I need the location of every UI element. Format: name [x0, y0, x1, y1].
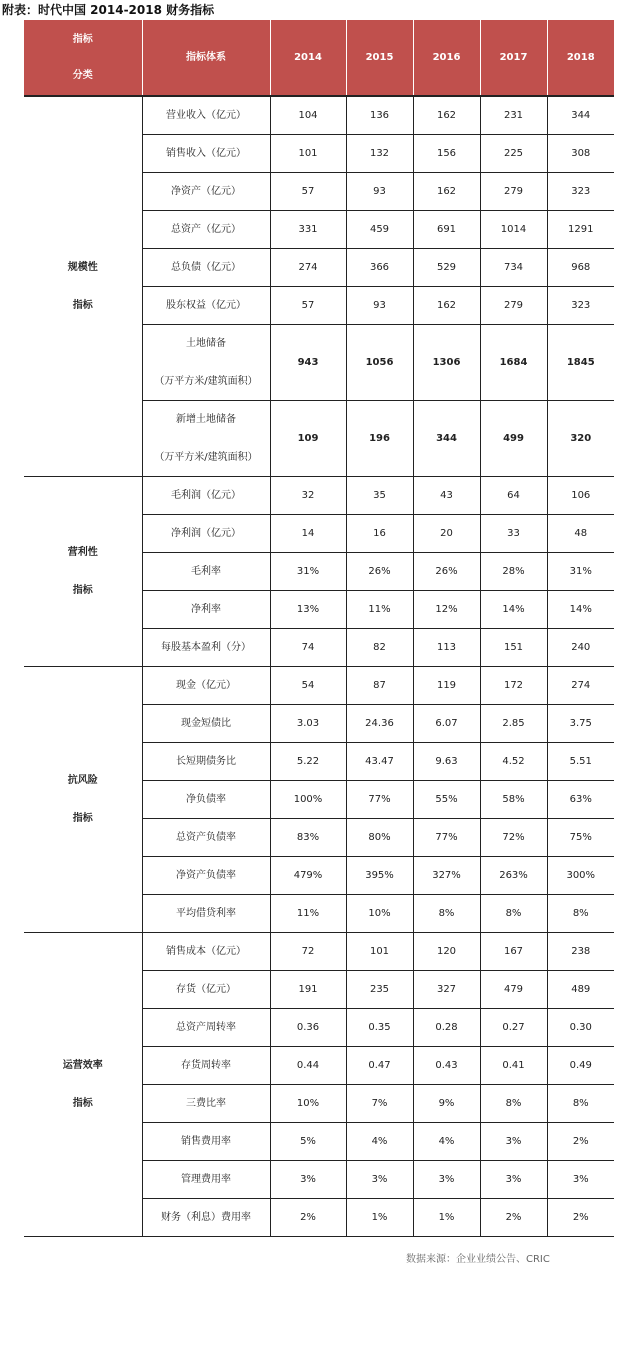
- indicator-label: 管理费用率: [181, 1174, 231, 1185]
- header-row: [24, 20, 614, 96]
- value-cell: 395%: [346, 857, 413, 895]
- indicator-cell: [142, 1009, 270, 1047]
- value-cell: 323: [547, 173, 614, 211]
- value-cell: 33: [480, 515, 547, 553]
- value-cell: 1056: [346, 325, 413, 401]
- value-cell: 1306: [413, 325, 480, 401]
- indicator-cell: [142, 1199, 270, 1237]
- indicator-cell: [142, 211, 270, 249]
- value-cell: 327%: [413, 857, 480, 895]
- indicator-cell: [142, 287, 270, 325]
- indicator-cell: [142, 173, 270, 211]
- value-cell: 151: [480, 629, 547, 667]
- value-cell: 479%: [270, 857, 346, 895]
- table-title: 附表：时代中国 2014-2018 财务指标: [2, 3, 215, 17]
- indicator-label: 毛利润（亿元）: [171, 490, 241, 501]
- value-cell: 479: [480, 971, 547, 1009]
- value-cell: 4%: [413, 1123, 480, 1161]
- indicator-label: 土地储备: [186, 338, 226, 349]
- value-cell: 31%: [270, 553, 346, 591]
- indicator-label: 销售费用率: [181, 1136, 231, 1147]
- value-cell: 35: [346, 477, 413, 515]
- value-cell: 320: [547, 401, 614, 477]
- value-cell: 5%: [270, 1123, 346, 1161]
- value-cell: 2%: [547, 1199, 614, 1237]
- value-cell: 80%: [346, 819, 413, 857]
- value-cell: 83%: [270, 819, 346, 857]
- value-cell: 691: [413, 211, 480, 249]
- indicator-cell: [142, 591, 270, 629]
- value-cell: 300%: [547, 857, 614, 895]
- indicator-label: （万平方米/建筑面积）: [154, 376, 258, 387]
- header-year: 2018: [547, 20, 614, 96]
- category-cell: [24, 667, 142, 933]
- value-cell: 172: [480, 667, 547, 705]
- indicator-cell: [142, 705, 270, 743]
- value-cell: 162: [413, 173, 480, 211]
- indicator-label: 现金短债比: [181, 718, 231, 729]
- value-cell: 0.43: [413, 1047, 480, 1085]
- value-cell: 20: [413, 515, 480, 553]
- indicator-cell: [142, 553, 270, 591]
- value-cell: 82: [346, 629, 413, 667]
- indicator-label: 净利润（亿元）: [171, 528, 241, 539]
- indicator-cell: [142, 781, 270, 819]
- value-cell: 120: [413, 933, 480, 971]
- indicator-label: 股东权益（亿元）: [166, 300, 246, 311]
- value-cell: 327: [413, 971, 480, 1009]
- value-cell: 43: [413, 477, 480, 515]
- indicator-label: 存货（亿元）: [176, 984, 236, 995]
- value-cell: 279: [480, 287, 547, 325]
- value-cell: 28%: [480, 553, 547, 591]
- table-row: [24, 477, 614, 515]
- indicator-cell: [142, 1161, 270, 1199]
- value-cell: 4%: [346, 1123, 413, 1161]
- indicator-cell: [142, 819, 270, 857]
- value-cell: 499: [480, 401, 547, 477]
- header-category-line: 分类: [72, 69, 93, 81]
- header-category: [24, 20, 142, 96]
- value-cell: 16: [346, 515, 413, 553]
- value-cell: 263%: [480, 857, 547, 895]
- value-cell: 274: [547, 667, 614, 705]
- indicator-label: 净资产（亿元）: [171, 186, 241, 197]
- value-cell: 734: [480, 249, 547, 287]
- value-cell: 968: [547, 249, 614, 287]
- value-cell: 14: [270, 515, 346, 553]
- value-cell: 3.75: [547, 705, 614, 743]
- value-cell: 77%: [413, 819, 480, 857]
- value-cell: 106: [547, 477, 614, 515]
- indicator-label: 净利率: [191, 604, 221, 615]
- value-cell: 57: [270, 287, 346, 325]
- value-cell: 54: [270, 667, 346, 705]
- indicator-cell: [142, 933, 270, 971]
- value-cell: 0.35: [346, 1009, 413, 1047]
- indicator-label: 平均借贷利率: [176, 908, 236, 919]
- value-cell: 26%: [346, 553, 413, 591]
- value-cell: 75%: [547, 819, 614, 857]
- value-cell: 3%: [270, 1161, 346, 1199]
- value-cell: 57: [270, 173, 346, 211]
- value-cell: 3%: [480, 1161, 547, 1199]
- financial-indicators-table: [24, 20, 614, 1237]
- value-cell: 32: [270, 477, 346, 515]
- value-cell: 0.28: [413, 1009, 480, 1047]
- value-cell: 77%: [346, 781, 413, 819]
- value-cell: 162: [413, 96, 480, 135]
- value-cell: 136: [346, 96, 413, 135]
- indicator-cell: [142, 971, 270, 1009]
- value-cell: 3.03: [270, 705, 346, 743]
- indicator-cell: [142, 96, 270, 135]
- value-cell: 93: [346, 287, 413, 325]
- value-cell: 1%: [346, 1199, 413, 1237]
- value-cell: 93: [346, 173, 413, 211]
- indicator-cell: [142, 1085, 270, 1123]
- value-cell: 0.47: [346, 1047, 413, 1085]
- indicator-cell: [142, 1123, 270, 1161]
- category-label: 指标: [72, 1098, 93, 1109]
- value-cell: 489: [547, 971, 614, 1009]
- value-cell: 0.30: [547, 1009, 614, 1047]
- indicator-label: 营业收入（亿元）: [166, 110, 246, 121]
- indicator-label: 净负债率: [186, 794, 226, 805]
- indicator-label: 总资产（亿元）: [171, 224, 241, 235]
- value-cell: 0.49: [547, 1047, 614, 1085]
- value-cell: 8%: [480, 895, 547, 933]
- value-cell: 156: [413, 135, 480, 173]
- indicator-cell: [142, 325, 270, 401]
- value-cell: 3%: [480, 1123, 547, 1161]
- value-cell: 12%: [413, 591, 480, 629]
- indicator-label: 新增土地储备: [176, 414, 236, 425]
- data-source: 数据来源：企业业绩公告、CRIC: [406, 1254, 550, 1265]
- value-cell: 240: [547, 629, 614, 667]
- value-cell: 8%: [547, 1085, 614, 1123]
- category-label: 指标: [72, 300, 93, 311]
- value-cell: 1014: [480, 211, 547, 249]
- value-cell: 63%: [547, 781, 614, 819]
- header-year: 2015: [346, 20, 413, 96]
- value-cell: 2%: [270, 1199, 346, 1237]
- value-cell: 58%: [480, 781, 547, 819]
- header-indicator-system: 指标体系: [142, 20, 270, 96]
- value-cell: 8%: [547, 895, 614, 933]
- value-cell: 167: [480, 933, 547, 971]
- indicator-cell: [142, 515, 270, 553]
- indicator-label: 长短期债务比: [176, 756, 236, 767]
- indicator-label: 总负债（亿元）: [171, 262, 241, 273]
- value-cell: 72%: [480, 819, 547, 857]
- indicator-label: 财务（利息）费用率: [161, 1212, 251, 1223]
- value-cell: 48: [547, 515, 614, 553]
- value-cell: 3%: [547, 1161, 614, 1199]
- value-cell: 238: [547, 933, 614, 971]
- value-cell: 1291: [547, 211, 614, 249]
- value-cell: 8%: [480, 1085, 547, 1123]
- value-cell: 6.07: [413, 705, 480, 743]
- value-cell: 344: [413, 401, 480, 477]
- value-cell: 7%: [346, 1085, 413, 1123]
- indicator-cell: [142, 743, 270, 781]
- value-cell: 1%: [413, 1199, 480, 1237]
- value-cell: 9.63: [413, 743, 480, 781]
- category-cell: [24, 96, 142, 477]
- indicator-label: （万平方米/建筑面积）: [154, 452, 258, 463]
- indicator-cell: [142, 667, 270, 705]
- indicator-label: 毛利率: [191, 566, 221, 577]
- value-cell: 0.27: [480, 1009, 547, 1047]
- value-cell: 0.36: [270, 1009, 346, 1047]
- value-cell: 196: [346, 401, 413, 477]
- category-cell: [24, 477, 142, 667]
- category-label: 规模性: [67, 262, 98, 273]
- value-cell: 323: [547, 287, 614, 325]
- value-cell: 3%: [413, 1161, 480, 1199]
- indicator-label: 净资产负债率: [176, 870, 236, 881]
- value-cell: 1684: [480, 325, 547, 401]
- value-cell: 344: [547, 96, 614, 135]
- value-cell: 14%: [547, 591, 614, 629]
- value-cell: 2.85: [480, 705, 547, 743]
- category-label: 抗风险: [67, 775, 98, 786]
- indicator-cell: [142, 477, 270, 515]
- value-cell: 0.44: [270, 1047, 346, 1085]
- value-cell: 26%: [413, 553, 480, 591]
- value-cell: 87: [346, 667, 413, 705]
- value-cell: 11%: [270, 895, 346, 933]
- indicator-label: 销售成本（亿元）: [166, 946, 246, 957]
- category-cell: [24, 933, 142, 1237]
- indicator-cell: [142, 135, 270, 173]
- value-cell: 11%: [346, 591, 413, 629]
- value-cell: 113: [413, 629, 480, 667]
- indicator-label: 三费比率: [186, 1098, 226, 1109]
- value-cell: 4.52: [480, 743, 547, 781]
- value-cell: 55%: [413, 781, 480, 819]
- value-cell: 308: [547, 135, 614, 173]
- value-cell: 109: [270, 401, 346, 477]
- value-cell: 279: [480, 173, 547, 211]
- value-cell: 72: [270, 933, 346, 971]
- indicator-cell: [142, 857, 270, 895]
- value-cell: 43.47: [346, 743, 413, 781]
- category-label: 指标: [72, 813, 93, 824]
- value-cell: 9%: [413, 1085, 480, 1123]
- header-year: 2014: [270, 20, 346, 96]
- indicator-label: 每股基本盈利（分）: [161, 642, 251, 653]
- value-cell: 119: [413, 667, 480, 705]
- header-year: 2016: [413, 20, 480, 96]
- value-cell: 331: [270, 211, 346, 249]
- value-cell: 231: [480, 96, 547, 135]
- value-cell: 274: [270, 249, 346, 287]
- value-cell: 101: [346, 933, 413, 971]
- value-cell: 2%: [547, 1123, 614, 1161]
- value-cell: 132: [346, 135, 413, 173]
- value-cell: 24.36: [346, 705, 413, 743]
- value-cell: 366: [346, 249, 413, 287]
- value-cell: 162: [413, 287, 480, 325]
- table-body: [24, 96, 614, 1237]
- value-cell: 1845: [547, 325, 614, 401]
- indicator-label: 总资产周转率: [176, 1022, 236, 1033]
- value-cell: 235: [346, 971, 413, 1009]
- header-year: 2017: [480, 20, 547, 96]
- header-category-line: 指标: [72, 33, 93, 45]
- value-cell: 2%: [480, 1199, 547, 1237]
- table-row: [24, 667, 614, 705]
- value-cell: 10%: [346, 895, 413, 933]
- value-cell: 191: [270, 971, 346, 1009]
- value-cell: 529: [413, 249, 480, 287]
- value-cell: 13%: [270, 591, 346, 629]
- value-cell: 74: [270, 629, 346, 667]
- value-cell: 101: [270, 135, 346, 173]
- indicator-cell: [142, 401, 270, 477]
- indicator-label: 销售收入（亿元）: [166, 148, 246, 159]
- table-row: [24, 96, 614, 135]
- value-cell: 5.51: [547, 743, 614, 781]
- value-cell: 459: [346, 211, 413, 249]
- value-cell: 64: [480, 477, 547, 515]
- indicator-cell: [142, 629, 270, 667]
- category-label: 指标: [72, 585, 93, 596]
- table-row: [24, 933, 614, 971]
- category-label: 运营效率: [62, 1060, 103, 1071]
- value-cell: 104: [270, 96, 346, 135]
- indicator-label: 存货周转率: [181, 1060, 231, 1071]
- indicator-label: 总资产负债率: [176, 832, 236, 843]
- value-cell: 8%: [413, 895, 480, 933]
- value-cell: 31%: [547, 553, 614, 591]
- value-cell: 943: [270, 325, 346, 401]
- value-cell: 225: [480, 135, 547, 173]
- value-cell: 3%: [346, 1161, 413, 1199]
- value-cell: 5.22: [270, 743, 346, 781]
- value-cell: 14%: [480, 591, 547, 629]
- category-label: 营利性: [67, 547, 98, 558]
- value-cell: 0.41: [480, 1047, 547, 1085]
- value-cell: 100%: [270, 781, 346, 819]
- indicator-cell: [142, 895, 270, 933]
- indicator-cell: [142, 1047, 270, 1085]
- indicator-label: 现金（亿元）: [176, 680, 236, 691]
- value-cell: 10%: [270, 1085, 346, 1123]
- indicator-cell: [142, 249, 270, 287]
